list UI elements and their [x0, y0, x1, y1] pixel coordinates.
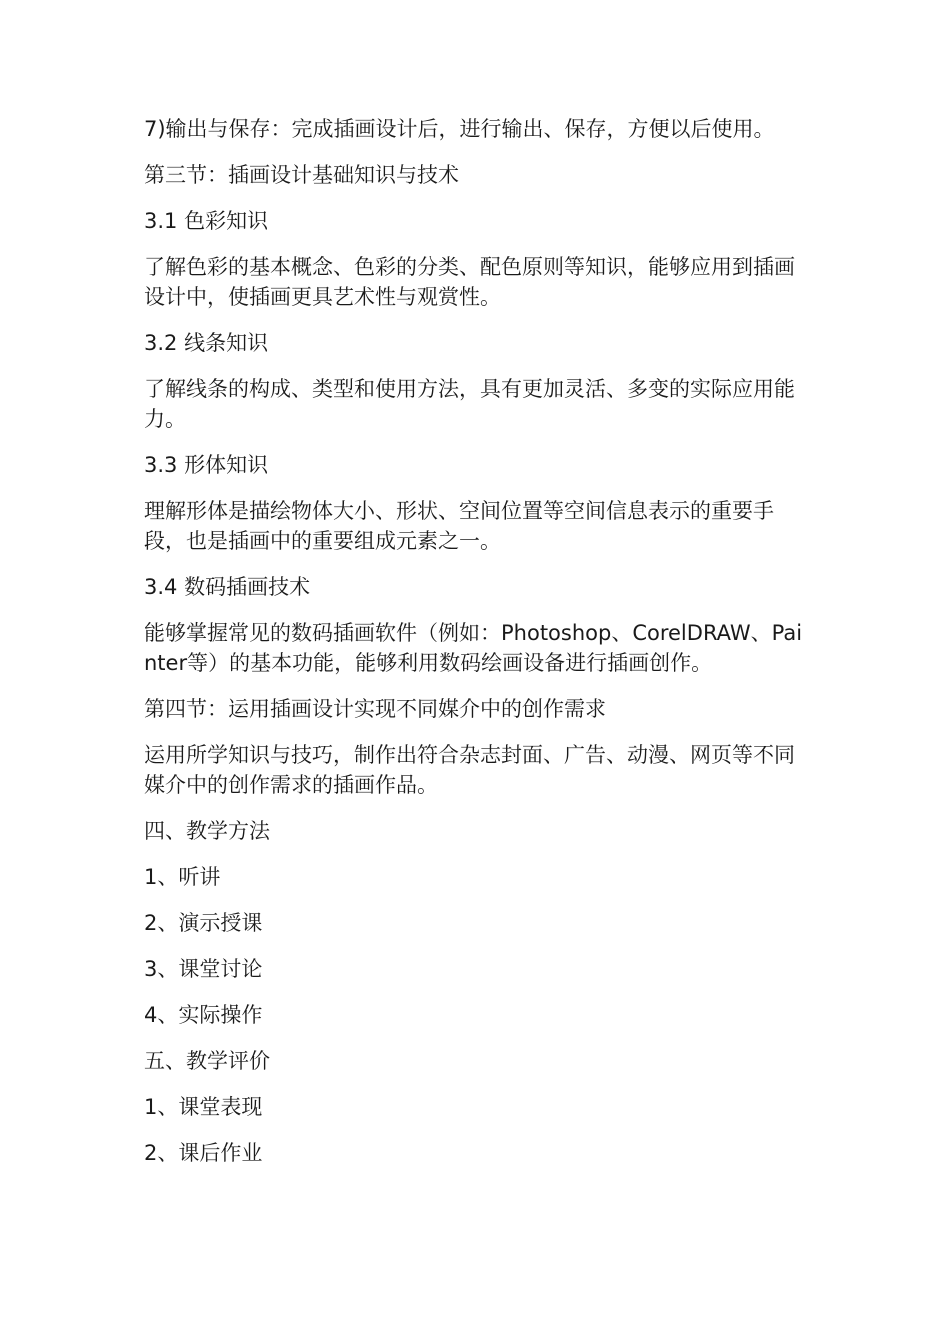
paragraph-output-save: 7)输出与保存：完成插画设计后，进行输出、保存，方便以后使用。 — [144, 117, 775, 141]
list-item-evaluation-2: 2、课后作业 — [144, 1141, 263, 1165]
section-heading-3: 第三节：插画设计基础知识与技术 — [144, 163, 459, 187]
list-item-evaluation-1: 1、课堂表现 — [144, 1095, 263, 1119]
paragraph-digital-illustration: 能够掌握常见的数码插画软件（例如：Photoshop、CorelDRAW、Painter等）的基本功能，能够利用数码绘画设备进行插画创作。 — [144, 621, 803, 675]
paragraph-media-needs: 运用所学知识与技巧，制作出符合杂志封面、广告、动漫、网页等不同媒介中的创作需求的插画作品。 — [144, 743, 795, 797]
heading-teaching-evaluation: 五、教学评价 — [144, 1049, 270, 1073]
list-item-method-3: 3、课堂讨论 — [144, 957, 263, 981]
subheading-3-4: 3.4 数码插画技术 — [144, 575, 311, 599]
list-item-method-4: 4、实际操作 — [144, 1003, 263, 1027]
subheading-3-3: 3.3 形体知识 — [144, 453, 269, 477]
paragraph-line-knowledge: 了解线条的构成、类型和使用方法，具有更加灵活、多变的实际应用能力。 — [144, 377, 795, 431]
subheading-3-1: 3.1 色彩知识 — [144, 209, 269, 233]
list-item-method-1: 1、听讲 — [144, 865, 221, 889]
section-heading-4: 第四节：运用插画设计实现不同媒介中的创作需求 — [144, 697, 606, 721]
subheading-3-2: 3.2 线条知识 — [144, 331, 269, 355]
document-body — [144, 114, 809, 1184]
paragraph-form-knowledge: 理解形体是描绘物体大小、形状、空间位置等空间信息表示的重要手段，也是插画中的重要组成元素之一。 — [144, 499, 774, 553]
list-item-method-2: 2、演示授课 — [144, 911, 263, 935]
paragraph-color-knowledge: 了解色彩的基本概念、色彩的分类、配色原则等知识，能够应用到插画设计中，使插画更具艺术性与观赏性。 — [144, 255, 795, 309]
heading-teaching-methods: 四、教学方法 — [144, 819, 270, 843]
